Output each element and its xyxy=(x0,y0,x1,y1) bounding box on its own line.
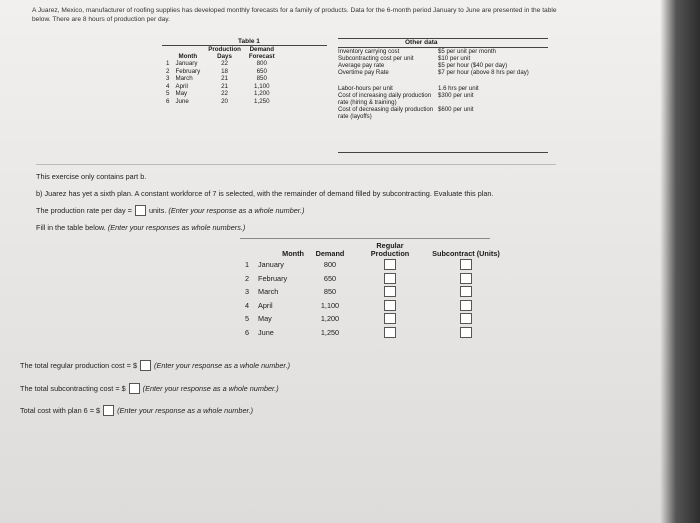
problem-line-1: A Juarez, Mexico, manufacturer of roofing supplies has developed monthly forecasts for a family of products. Data for the 6-month period January to June are presented in the table xyxy=(32,7,557,14)
table1-row-index: 2 xyxy=(166,67,170,75)
regular-production-input[interactable] xyxy=(384,286,396,297)
subcontract-units-input[interactable] xyxy=(460,273,472,284)
table2-row-month: May xyxy=(258,314,272,324)
total-regular-cost-input[interactable] xyxy=(140,360,151,371)
table2-row-month: April xyxy=(258,300,273,310)
total-cost-plan-hint: (Enter your response as a whole number.) xyxy=(117,406,254,415)
total-regular-cost-prefix: The total regular production cost = $ xyxy=(20,361,138,370)
table2-row xyxy=(240,326,504,340)
problem-statement xyxy=(32,6,662,24)
exercise-note: This exercise only contains part b. xyxy=(36,172,147,181)
other-data-item xyxy=(338,55,548,62)
forecast-table xyxy=(162,46,279,106)
table2-row-regular-cell xyxy=(352,272,428,286)
other-data-value: $7 per hour (above 8 hrs per day) xyxy=(438,69,529,76)
total-regular-cost-hint: (Enter your response as a whole number.) xyxy=(154,361,291,370)
other-data-item xyxy=(338,106,548,120)
production-rate-question xyxy=(36,205,304,216)
other-data-item xyxy=(338,48,548,55)
table1-caption: Table 1 xyxy=(238,38,260,45)
table-instruction-hint: (Enter your responses as whole numbers.) xyxy=(107,223,246,232)
other-data-item xyxy=(338,69,548,76)
table2-row-subcontract-cell xyxy=(428,272,504,286)
table2-row-regular-cell xyxy=(352,258,428,272)
other-data-value: 1.6 hrs per unit xyxy=(438,85,479,92)
total-subcontract-cost-input[interactable] xyxy=(129,383,140,394)
table1-row-month: April xyxy=(175,82,188,90)
table2-top-rule xyxy=(240,238,490,239)
subcontract-units-input[interactable] xyxy=(460,259,472,270)
table2-header-demand: Demand xyxy=(315,249,345,258)
table2-row-index: 3 xyxy=(244,287,249,297)
table1-row-month: February xyxy=(175,67,201,75)
other-data-top-rule xyxy=(338,38,548,39)
table1-header-production-days: Production Days xyxy=(208,46,241,60)
section-divider xyxy=(36,164,556,165)
regular-production-input[interactable] xyxy=(384,259,396,270)
other-data-item xyxy=(338,85,548,92)
table2-row-index: 1 xyxy=(244,260,249,270)
table2-row-subcontract-cell xyxy=(428,312,504,326)
total-regular-cost-question xyxy=(20,360,290,371)
table1-row xyxy=(162,68,279,76)
other-data-header: Other data xyxy=(405,39,438,46)
table2-row xyxy=(240,312,504,326)
table1-row-index: 1 xyxy=(166,60,170,67)
table1-row-month: May xyxy=(175,90,188,98)
other-data-label: Cost of decreasing daily production rate (layoffs) xyxy=(338,106,434,120)
other-data-value: $5 per unit per month xyxy=(438,48,496,55)
table2-row-demand: 650 xyxy=(323,273,337,283)
other-data-label: Cost of increasing daily production rate (hiring & training) xyxy=(338,92,432,106)
table2-header-row xyxy=(240,242,504,258)
table2-row-index: 4 xyxy=(244,300,249,310)
regular-production-input[interactable] xyxy=(384,300,396,311)
table2-row-month: February xyxy=(258,273,288,283)
table1-row-index: 6 xyxy=(166,97,170,105)
table1-row-days: 22 xyxy=(221,90,228,98)
table1-row-days: 18 xyxy=(221,67,228,75)
table-instruction-prefix: Fill in the table below. xyxy=(36,223,106,232)
table2-row-regular-cell xyxy=(352,285,428,299)
table1-row-month: January xyxy=(175,60,198,67)
regular-production-input[interactable] xyxy=(384,327,396,338)
part-b-question: b) Juarez has yet a sixth plan. A constant workforce of 7 is selected, with the remainder of demand filled by subcontracting. Evaluate this plan. xyxy=(36,189,494,198)
table1-row-days: 21 xyxy=(221,82,228,90)
table2-row-subcontract-cell xyxy=(428,285,504,299)
table1-row-month: March xyxy=(175,75,193,83)
other-data-list xyxy=(338,48,548,120)
table1-row-demand: 850 xyxy=(256,75,267,83)
table1-row-month: June xyxy=(175,97,189,105)
table2-row-demand: 850 xyxy=(323,287,337,297)
table1-row-demand: 650 xyxy=(256,67,267,75)
table2-row xyxy=(240,272,504,286)
table1-row-days: 22 xyxy=(221,60,228,67)
table1-row-days: 20 xyxy=(221,97,228,105)
table1-row-index: 3 xyxy=(166,75,170,83)
other-data-label: Inventory carrying cost xyxy=(338,48,400,55)
total-subcontract-cost-prefix: The total subcontracting cost = $ xyxy=(20,384,126,393)
problem-line-2: below. There are 8 hours of production per day. xyxy=(32,16,170,23)
table2-header-subcontract: Subcontract (Units) xyxy=(432,249,500,258)
table2-header-month: Month xyxy=(282,249,304,258)
table2-row-month: March xyxy=(258,287,279,297)
other-data-item xyxy=(338,92,548,106)
table1-row-index: 4 xyxy=(166,82,170,90)
table1-row-demand: 1,250 xyxy=(254,97,270,105)
other-data-item xyxy=(338,62,548,69)
table2-row xyxy=(240,285,504,299)
table1-row-index: 5 xyxy=(166,90,170,98)
other-data-value: $5 per hour ($40 per day) xyxy=(438,62,508,69)
table2-row-index: 2 xyxy=(244,273,249,283)
table2-row-demand: 800 xyxy=(323,260,337,270)
other-data-value: $10 per unit xyxy=(438,55,471,62)
other-data-label: Subcontracting cost per unit xyxy=(338,55,414,62)
total-cost-plan-prefix: Total cost with plan 6 = $ xyxy=(20,406,101,415)
table2-row-index: 5 xyxy=(244,314,249,324)
table-instruction xyxy=(36,223,245,232)
table2-row-subcontract-cell xyxy=(428,299,504,313)
production-rate-hint: (Enter your response as a whole number.) xyxy=(168,206,305,215)
table2-row-month: June xyxy=(258,327,274,337)
table1-row xyxy=(162,83,279,91)
table1-row xyxy=(162,75,279,83)
table2-row-subcontract-cell xyxy=(428,326,504,340)
table1-header-row xyxy=(162,46,279,60)
total-subcontract-cost-question xyxy=(20,383,279,394)
other-data-label: Average pay rate xyxy=(338,62,385,69)
table1-row xyxy=(162,98,279,106)
table2-row-regular-cell xyxy=(352,312,428,326)
table1-row-demand: 1,100 xyxy=(254,82,270,90)
regular-production-input[interactable] xyxy=(384,273,396,284)
table2-row xyxy=(240,299,504,313)
regular-production-input[interactable] xyxy=(384,313,396,324)
table2-header-regular-production: Regular Production xyxy=(370,241,410,258)
other-data-value: $300 per unit xyxy=(438,92,474,99)
table1-row-days: 21 xyxy=(221,75,228,83)
table2-row-month: January xyxy=(258,260,284,270)
other-data-label: Overtime pay Rate xyxy=(338,69,389,76)
production-rate-input[interactable] xyxy=(135,205,146,216)
production-rate-suffix: units. xyxy=(148,206,167,215)
table2-row-regular-cell xyxy=(352,326,428,340)
subcontract-units-input[interactable] xyxy=(460,300,472,311)
table2-row-index: 6 xyxy=(244,327,249,337)
other-data-label: Labor-hours per unit xyxy=(338,85,393,92)
desk-edge-shadow xyxy=(660,0,700,523)
table2-row-demand: 1,200 xyxy=(320,314,340,324)
table1-row xyxy=(162,90,279,98)
other-data-bottom-rule xyxy=(338,152,548,153)
total-cost-plan-input[interactable] xyxy=(103,405,114,416)
table1-row-demand: 1,200 xyxy=(254,90,270,98)
table1-header-demand-forecast: Demand Forecast xyxy=(248,46,275,60)
subcontract-units-input[interactable] xyxy=(460,313,472,324)
table2-row-subcontract-cell xyxy=(428,258,504,272)
table1-header-month: Month xyxy=(178,53,198,60)
total-subcontract-cost-hint: (Enter your response as a whole number.) xyxy=(142,384,279,393)
other-data-value: $600 per unit xyxy=(438,106,474,113)
total-cost-plan-question xyxy=(20,405,253,416)
table1-row xyxy=(162,60,279,68)
table2-row xyxy=(240,258,504,272)
subcontract-units-input[interactable] xyxy=(460,286,472,297)
table2-row-demand: 1,250 xyxy=(320,327,340,337)
production-rate-prefix: The production rate per day = xyxy=(36,206,132,215)
table2-row-demand: 1,100 xyxy=(320,300,340,310)
subcontract-units-input[interactable] xyxy=(460,327,472,338)
table2-row-regular-cell xyxy=(352,299,428,313)
table1-row-demand: 800 xyxy=(256,60,267,67)
plan-table xyxy=(240,242,504,339)
